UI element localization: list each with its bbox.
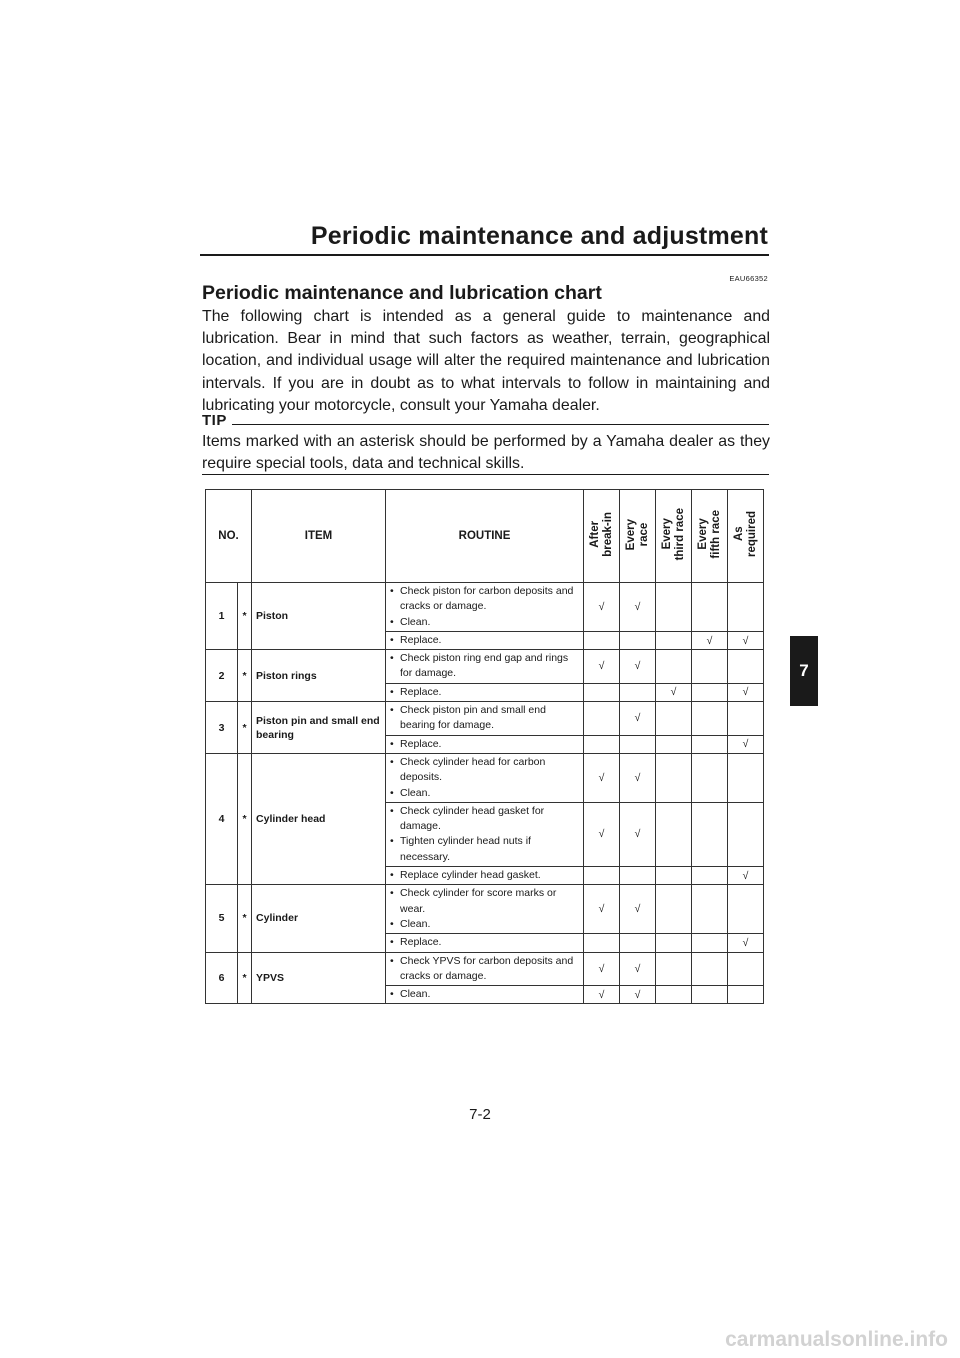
item-number: 4 xyxy=(206,753,238,884)
interval-cell xyxy=(656,702,692,736)
header-interval-label: As required xyxy=(732,511,758,558)
item-number: 5 xyxy=(206,885,238,952)
interval-cell xyxy=(728,952,764,986)
routine-cell xyxy=(386,650,584,684)
routine-cell xyxy=(386,631,584,649)
check-mark: √ xyxy=(598,962,605,975)
asterisk-mark: * xyxy=(238,583,252,650)
header-interval-label: Every third race xyxy=(660,508,686,561)
header-interval xyxy=(656,490,692,583)
routine-cell xyxy=(386,683,584,701)
check-mark: √ xyxy=(598,600,605,613)
routine-step: • Replace. xyxy=(389,633,581,648)
header-interval xyxy=(728,490,764,583)
interval-cell xyxy=(620,702,656,736)
routine-list xyxy=(389,584,581,630)
item-name: Piston xyxy=(252,583,386,650)
header-routine: ROUTINE xyxy=(386,490,584,583)
check-mark: √ xyxy=(742,738,749,751)
interval-cell xyxy=(692,735,728,753)
header-interval-label: Every fifth race xyxy=(696,510,722,559)
interval-cell xyxy=(584,683,620,701)
interval-cell xyxy=(620,735,656,753)
interval-cell xyxy=(692,650,728,684)
interval-cell xyxy=(656,885,692,934)
check-mark: √ xyxy=(634,828,641,841)
interval-cell xyxy=(620,952,656,986)
header-interval xyxy=(692,490,728,583)
tip-text: Items marked with an asterisk should be performed by a Yamaha dealer as they require special tools, data and technical skills. xyxy=(202,433,770,473)
interval-cell xyxy=(620,986,656,1004)
interval-cell xyxy=(728,650,764,684)
item-name: Piston rings xyxy=(252,650,386,702)
interval-cell xyxy=(620,885,656,934)
routine-step: • Replace cylinder head gasket. xyxy=(389,868,581,883)
interval-cell xyxy=(692,986,728,1004)
interval-cell xyxy=(584,867,620,885)
interval-cell xyxy=(728,802,764,866)
interval-cell xyxy=(584,885,620,934)
routine-list xyxy=(389,987,581,1002)
interval-cell xyxy=(584,631,620,649)
interval-cell xyxy=(692,683,728,701)
table-row xyxy=(206,650,764,684)
routine-cell xyxy=(386,802,584,866)
routine-cell xyxy=(386,735,584,753)
interval-cell xyxy=(656,952,692,986)
asterisk-mark: * xyxy=(238,650,252,702)
check-mark: √ xyxy=(742,634,749,647)
routine-cell xyxy=(386,702,584,736)
table-row xyxy=(206,885,764,934)
header-item: ITEM xyxy=(252,490,386,583)
check-mark: √ xyxy=(742,869,749,882)
routine-cell xyxy=(386,753,584,802)
interval-cell xyxy=(728,986,764,1004)
routine-step: • Clean. xyxy=(389,615,581,630)
interval-cell xyxy=(584,735,620,753)
routine-step: • Tighten cylinder head nuts if necessary. xyxy=(389,834,581,865)
item-name: YPVS xyxy=(252,952,386,1004)
check-mark: √ xyxy=(670,686,677,699)
routine-list xyxy=(389,651,581,682)
interval-cell xyxy=(728,753,764,802)
header-interval-label: Every race xyxy=(624,518,650,551)
check-mark: √ xyxy=(598,903,605,916)
interval-cell xyxy=(656,683,692,701)
interval-cell xyxy=(656,867,692,885)
interval-cell xyxy=(692,934,728,952)
check-mark: √ xyxy=(742,686,749,699)
tip-label: TIP xyxy=(202,412,227,429)
chart-body xyxy=(206,583,764,1004)
interval-cell xyxy=(728,885,764,934)
routine-cell xyxy=(386,952,584,986)
interval-cell xyxy=(728,735,764,753)
item-number: 2 xyxy=(206,650,238,702)
interval-cell xyxy=(656,735,692,753)
tip-top-rule xyxy=(232,424,769,425)
interval-cell xyxy=(584,802,620,866)
check-mark: √ xyxy=(634,903,641,916)
interval-cell xyxy=(620,867,656,885)
table-row xyxy=(206,583,764,632)
routine-step: • Clean. xyxy=(389,987,581,1002)
document-code: EAU66352 xyxy=(729,274,768,283)
interval-cell xyxy=(692,753,728,802)
interval-cell xyxy=(728,702,764,736)
item-name: Cylinder xyxy=(252,885,386,952)
header-interval xyxy=(584,490,620,583)
routine-step: • Replace. xyxy=(389,935,581,950)
routine-step: • Check YPVS for carbon deposits and cracks or damage. xyxy=(389,954,581,985)
interval-cell xyxy=(584,934,620,952)
routine-list xyxy=(389,935,581,950)
table-row xyxy=(206,952,764,986)
check-mark: √ xyxy=(634,712,641,725)
interval-cell xyxy=(584,702,620,736)
interval-cell xyxy=(728,683,764,701)
interval-cell xyxy=(692,885,728,934)
routine-list xyxy=(389,868,581,883)
routine-step: • Check piston for carbon deposits and cracks or damage. xyxy=(389,584,581,615)
interval-cell xyxy=(620,753,656,802)
asterisk-mark: * xyxy=(238,885,252,952)
interval-cell xyxy=(728,631,764,649)
intro-paragraph: The following chart is intended as a general guide to maintenance and lubrication. Bear in mind that such factors as weather, terrain, geographical location, and individual usage will alter the required maintenance and lubrication intervals. If you are in doubt as to what intervals to follow in maintaining and lubricating your motorcycle, consult your Yamaha dealer. xyxy=(202,308,770,414)
interval-cell xyxy=(584,583,620,632)
check-mark: √ xyxy=(598,660,605,673)
check-mark: √ xyxy=(634,600,641,613)
interval-cell xyxy=(656,650,692,684)
check-mark: √ xyxy=(634,988,641,1001)
interval-cell xyxy=(584,986,620,1004)
routine-cell xyxy=(386,934,584,952)
routine-cell xyxy=(386,885,584,934)
routine-list xyxy=(389,954,581,985)
header-interval xyxy=(620,490,656,583)
chapter-tab: 7 xyxy=(790,636,818,706)
check-mark: √ xyxy=(598,828,605,841)
interval-cell xyxy=(692,952,728,986)
routine-cell xyxy=(386,583,584,632)
item-number: 6 xyxy=(206,952,238,1004)
interval-cell xyxy=(692,702,728,736)
routine-step: • Check cylinder for score marks or wear. xyxy=(389,886,581,917)
interval-cell xyxy=(656,934,692,952)
interval-cell xyxy=(656,802,692,866)
routine-list xyxy=(389,633,581,648)
routine-step: • Replace. xyxy=(389,737,581,752)
tip-bottom-rule xyxy=(202,474,769,475)
asterisk-mark: * xyxy=(238,952,252,1004)
interval-cell xyxy=(692,583,728,632)
check-mark: √ xyxy=(706,634,713,647)
table-row xyxy=(206,753,764,802)
check-mark: √ xyxy=(742,936,749,949)
interval-cell xyxy=(584,952,620,986)
asterisk-mark: * xyxy=(238,753,252,884)
header-interval-label: After break-in xyxy=(588,512,614,557)
routine-cell xyxy=(386,986,584,1004)
routine-list xyxy=(389,886,581,932)
interval-cell xyxy=(620,650,656,684)
routine-step: • Replace. xyxy=(389,685,581,700)
interval-cell xyxy=(620,934,656,952)
routine-list xyxy=(389,755,581,801)
interval-cell xyxy=(656,583,692,632)
interval-cell xyxy=(692,631,728,649)
routine-step: • Clean. xyxy=(389,786,581,801)
page-header-title: Periodic maintenance and adjustment xyxy=(310,222,768,250)
table-row xyxy=(206,702,764,736)
interval-cell xyxy=(620,631,656,649)
check-mark: √ xyxy=(598,988,605,1001)
routine-step: • Check piston pin and small end bearing for damage. xyxy=(389,703,581,734)
routine-list xyxy=(389,737,581,752)
item-name: Cylinder head xyxy=(252,753,386,884)
check-mark: √ xyxy=(634,962,641,975)
interval-cell xyxy=(656,753,692,802)
check-mark: √ xyxy=(598,771,605,784)
interval-cell xyxy=(584,650,620,684)
page-number: 7-2 xyxy=(469,1106,491,1123)
check-mark: √ xyxy=(634,660,641,673)
routine-step: • Check piston ring end gap and rings for damage. xyxy=(389,651,581,682)
item-name: Piston pin and small end bearing xyxy=(252,702,386,754)
maintenance-chart xyxy=(205,489,764,1004)
item-number: 3 xyxy=(206,702,238,754)
interval-cell xyxy=(656,986,692,1004)
routine-step: • Check cylinder head for carbon deposits. xyxy=(389,755,581,786)
interval-cell xyxy=(692,802,728,866)
section-heading: Periodic maintenance and lubrication chart xyxy=(202,282,602,304)
interval-cell xyxy=(728,583,764,632)
interval-cell xyxy=(728,867,764,885)
check-mark: √ xyxy=(634,771,641,784)
interval-cell xyxy=(620,683,656,701)
interval-cell xyxy=(620,583,656,632)
routine-list xyxy=(389,703,581,734)
asterisk-mark: * xyxy=(238,702,252,754)
interval-cell xyxy=(656,631,692,649)
interval-cell xyxy=(584,753,620,802)
routine-list xyxy=(389,804,581,865)
interval-cell xyxy=(620,802,656,866)
header-no: NO. xyxy=(206,490,252,583)
routine-step: • Check cylinder head gasket for damage. xyxy=(389,804,581,835)
header-rule xyxy=(200,254,769,256)
watermark: carmanualsonline.info xyxy=(725,1328,948,1351)
routine-cell xyxy=(386,867,584,885)
item-number: 1 xyxy=(206,583,238,650)
interval-cell xyxy=(728,934,764,952)
routine-list xyxy=(389,685,581,700)
routine-step: • Clean. xyxy=(389,917,581,932)
interval-cell xyxy=(692,867,728,885)
chart-header-row xyxy=(206,490,764,583)
